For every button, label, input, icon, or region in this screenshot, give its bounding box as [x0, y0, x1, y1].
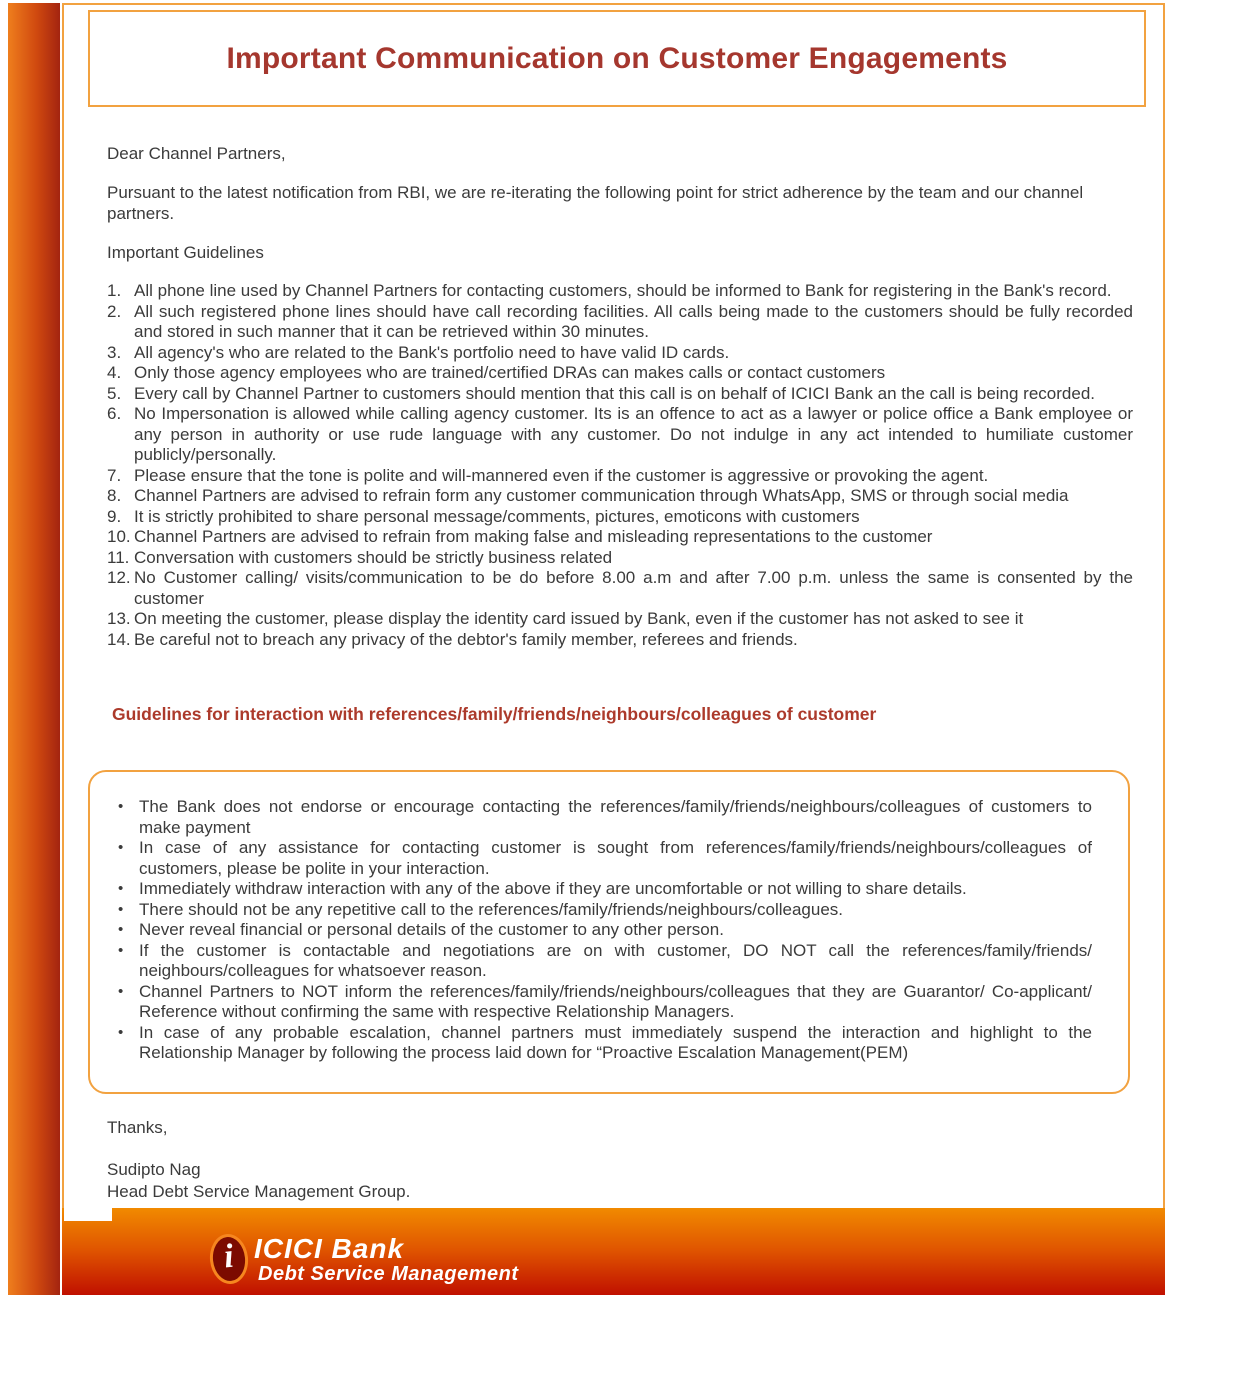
guideline-item: [107, 486, 1133, 507]
footer-brand: ICICI Bank: [254, 1233, 405, 1264]
interaction-point: [118, 920, 1092, 941]
guideline-number: 11.: [107, 547, 130, 567]
icici-bank-logo: [210, 1234, 518, 1286]
interaction-point-text: Channel Partners to NOT inform the references/family/friends/neighbours/colleagues that they are Guarantor/ Co-applicant/ Reference without confirming the same with respective Relationship Managers.: [139, 981, 1092, 1021]
guideline-item: [107, 568, 1133, 609]
guideline-item: [107, 363, 1133, 384]
interaction-point: [118, 982, 1092, 1023]
left-accent-bar: [8, 3, 60, 1295]
guideline-number: 13.: [107, 609, 131, 628]
guideline-number: 3.: [107, 342, 122, 362]
icici-logo-letter: i: [222, 1237, 236, 1276]
guidelines-list: [107, 281, 1133, 650]
page-border-top: [62, 3, 1165, 5]
interaction-point-text: There should not be any repetitive call to the references/family/friends/neighbours/colleagues.: [139, 899, 844, 919]
guideline-text: Channel Partners are advised to refrain form any customer communication through WhatsApp, SMS or through social media: [134, 486, 1069, 505]
guideline-text: Be careful not to breach any privacy of the debtor's family member, referees and friends.: [134, 629, 798, 649]
interaction-point-text: If the customer is contactable and negotiations are on with customer, DO NOT call the references/family/friends/ neighbours/colleagues for whatsoever reason.: [139, 940, 1092, 980]
bullet-icon: •: [118, 900, 124, 918]
bullet-icon: •: [118, 982, 124, 1000]
signature-role: Head Debt Service Management Group.: [107, 1182, 411, 1201]
guideline-item: [107, 404, 1133, 466]
page-border-left: [62, 3, 64, 1208]
closing-thanks: Thanks,: [107, 1118, 168, 1137]
guideline-number: 14.: [107, 629, 131, 649]
guideline-number: 10.: [107, 527, 131, 546]
interaction-point: [118, 900, 1092, 921]
guideline-number: 2.: [107, 301, 122, 321]
guideline-number: 1.: [107, 281, 122, 300]
bullet-icon: •: [118, 798, 124, 815]
guideline-text: No Customer calling/ visits/communication to be do before 8.00 a.m and after 7.00 p.m. unless the same is consented by the customer: [134, 568, 1133, 608]
guideline-item: [107, 343, 1133, 364]
guideline-text: Channel Partners are advised to refrain from making false and misleading representations to the customer: [134, 527, 933, 546]
guideline-item: [107, 548, 1133, 569]
guideline-text: No Impersonation is allowed while calling agency customer. Its is an offence to act as a lawyer or police office a Bank employee or any person in authority or use rude language with any customer. Do not indulge in any act intended to humiliate customer publicly/personally.: [134, 404, 1133, 464]
footer-logo-text: [254, 1235, 518, 1286]
guideline-item: [107, 302, 1133, 343]
footer-tagline: Debt Service Management: [258, 1263, 519, 1285]
guideline-item: [107, 630, 1133, 651]
guideline-item: [107, 507, 1133, 528]
title-box: [88, 10, 1146, 107]
guideline-text: Only those agency employees who are trained/certified DRAs can makes calls or contact customers: [134, 363, 886, 382]
guideline-number: 5.: [107, 383, 122, 403]
guideline-text: On meeting the customer, please display the identity card issued by Bank, even if the customer has not asked to see it: [134, 609, 1024, 628]
icici-logo-icon: [207, 1232, 250, 1286]
interaction-point-text: The Bank does not endorse or encourage contacting the references/family/friends/neighbours/colleagues of customers to make payment: [139, 797, 1092, 837]
guideline-number: 6.: [107, 404, 122, 423]
guideline-number: 4.: [107, 363, 122, 382]
interaction-guidelines-box: [88, 770, 1130, 1094]
guideline-number: 8.: [107, 486, 122, 505]
page-border-right: [1163, 3, 1165, 1208]
guideline-text: It is strictly prohibited to share personal message/comments, pictures, emoticons with customers: [134, 506, 860, 526]
bullet-icon: •: [118, 880, 124, 897]
interaction-point-text: Never reveal financial or personal details of the customer to any other person.: [139, 920, 724, 939]
intro-paragraph: Pursuant to the latest notification from RBI, we are re-iterating the following point for strict adherence by the team and our channel partners.: [107, 183, 1084, 223]
page-title: Important Communication on Customer Engagements: [226, 41, 1008, 75]
guideline-item: [107, 527, 1133, 548]
guideline-text: All such registered phone lines should have call recording facilities. All calls being made to the customers should be fully recorded and stored in such manner that it can be retrieved within 30 minutes.: [134, 301, 1133, 341]
interaction-point: [118, 797, 1092, 838]
bullet-icon: •: [118, 921, 124, 938]
guideline-item: [107, 281, 1133, 302]
footer-notch: [64, 1208, 112, 1221]
interaction-point: [118, 1023, 1092, 1064]
guideline-text: All agency's who are related to the Bank's portfolio need to have valid ID cards.: [134, 342, 730, 362]
guidelines-heading: Important Guidelines: [107, 243, 264, 262]
interaction-point-text: In case of any probable escalation, channel partners must immediately suspend the interaction and highlight to the Relationship Manager by following the process laid down for “Proactive Escalation Management(PEM): [139, 1022, 1092, 1062]
interaction-point: [118, 941, 1092, 982]
salutation: Dear Channel Partners,: [107, 144, 286, 163]
guideline-text: Every call by Channel Partner to customers should mention that this call is on behalf of ICICI Bank an the call is being recorded.: [134, 383, 1095, 403]
guideline-text: Please ensure that the tone is polite and will-mannered even if the customer is aggressive or provoking the agent.: [134, 465, 989, 485]
signature-name: Sudipto Nag: [107, 1160, 201, 1179]
guideline-text: All phone line used by Channel Partners for contacting customers, should be informed to Bank for registering in the Bank's record.: [134, 281, 1112, 300]
interaction-point-text: In case of any assistance for contacting customer is sought from references/family/friends/neighbours/colleagues of customers, please be polite in your interaction.: [139, 838, 1092, 878]
interaction-heading: Guidelines for interaction with references/family/friends/neighbours/colleagues of customer: [112, 704, 877, 724]
guideline-item: [107, 466, 1133, 487]
interaction-point: [118, 838, 1092, 879]
guideline-number: 9.: [107, 506, 122, 526]
guideline-text: Conversation with customers should be strictly business related: [134, 547, 613, 567]
bullet-icon: •: [118, 941, 124, 959]
bullet-icon: •: [118, 839, 124, 856]
bullet-icon: •: [118, 1023, 124, 1041]
footer-bar: [62, 1208, 1165, 1295]
guideline-item: [107, 384, 1133, 405]
guideline-item: [107, 609, 1133, 630]
guideline-number: 7.: [107, 465, 122, 485]
guideline-number: 12.: [107, 568, 131, 587]
interaction-point: [118, 879, 1092, 900]
interaction-point-text: Immediately withdraw interaction with any of the above if they are uncomfortable or not willing to share details.: [139, 879, 967, 898]
